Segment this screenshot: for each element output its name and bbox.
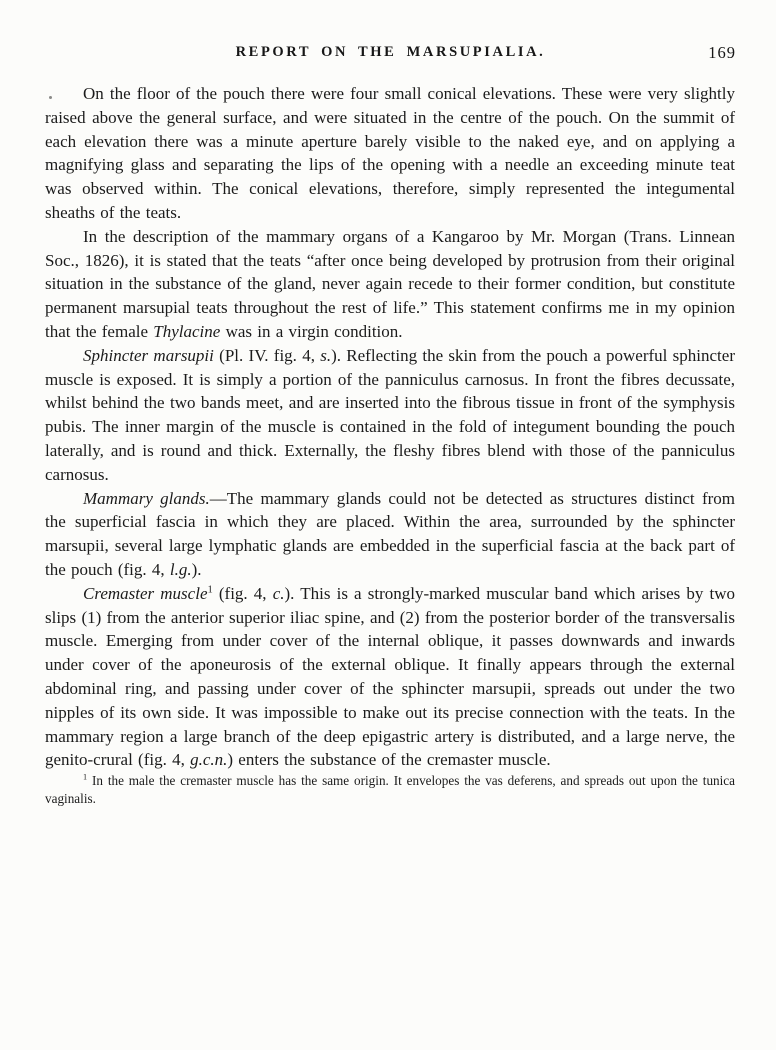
italic-run: Sphincter marsupii <box>83 345 214 365</box>
paragraph <box>45 487 735 582</box>
page-header <box>45 44 736 66</box>
italic-run: l.g. <box>169 559 192 579</box>
text-run: In the male the cremaster muscle has the same origin. It envelopes the vas deferens, and spreads out upon the tunica vaginalis. <box>45 773 735 806</box>
italic-run: Mammary glands. <box>83 488 210 508</box>
running-head: REPORT ON THE MARSUPIALIA. <box>235 44 546 60</box>
body-text <box>45 82 735 807</box>
text-run: (fig. 4, <box>212 583 273 603</box>
paragraph <box>45 582 735 772</box>
footnote-marker: 1 <box>207 584 213 596</box>
text-run: ). Reflecting the skin from the pouch a powerful sphincter muscle is exposed. It is simply a portion of the panniculus carnosus. In front the fibres decussate, whilst behind the two bands meet, and are inserted into the fibrous tissue in front of the symphysis pubis. The inner margin of the muscle is contained in the fold of integument bounding the pouch laterally, and is round and thick. Externally, the fleshy fibres blend with those of the panniculus carnosus. <box>45 345 735 484</box>
paragraph <box>45 82 735 225</box>
text-run: ). <box>191 559 202 579</box>
footnote-marker: 1 <box>83 772 88 782</box>
italic-run: Cremaster muscle <box>83 583 208 603</box>
text-run: On the floor of the pouch there were four small conical elevations. These were very slightly raised above the general surface, and were situated in the centre of the pouch. On the summit of each elevation there was a minute aperture barely visible to the naked eye, and on applying a magnifying glass and separating the lips of the opening with a needle an exceeding minute teat was observed within. The conical elevations, therefore, simply represented the integumental sheaths of the teats. <box>45 84 735 222</box>
text-run: (Pl. IV. fig. 4, <box>213 345 321 365</box>
text-run: In the description of the mammary organs of a Kangaroo by Mr. Morgan (Trans. Linnean Soc., 1826), it is stated that the teats “after once being developed by protrusion from their original situation in the substance of the gland, never again recede to their former condition, but constitute permanent marsupial teats throughout the rest of life.” This statement confirms me in my opinion that the female <box>45 226 735 341</box>
text-run: ). This is a strongly-marked muscular band which arises by two slips (1) from the anterior superior iliac spine, and (2) from the posterior border of the transversalis muscle. Emerging from under cover of the internal oblique, it passes downwards and inwards under cover of the aponeurosis of the external oblique. It finally appears through the external abdominal ring, and passing under cover of the sphincter marsupii, spreads out under the two nipples of its own side. It was impossible to make out its precise connection with the teats. In the mammary region a large branch of the deep epigastric artery is distributed, and a large nerve, the genito-crural (fig. 4, <box>45 583 735 770</box>
italic-run: g.c.n. <box>190 750 228 770</box>
page-number: 169 <box>708 43 736 62</box>
paragraph <box>45 344 735 487</box>
italic-run: c. <box>272 583 285 603</box>
text-run: ) enters the substance of the cremaster muscle. <box>227 750 551 770</box>
text-run: was in a virgin condition. <box>220 321 403 341</box>
text-run: —The mammary glands could not be detected as structures distinct from the superficial fascia in which they are placed. Within the area, surrounded by the sphincter marsupii, several large lymphatic glands are embedded in the superficial fascia at the back part of the pouch (fig. 4, <box>45 488 735 579</box>
footnote <box>45 772 735 807</box>
italic-run: Thylacine <box>153 321 221 341</box>
italic-run: s. <box>320 345 332 365</box>
paragraph <box>45 225 735 344</box>
